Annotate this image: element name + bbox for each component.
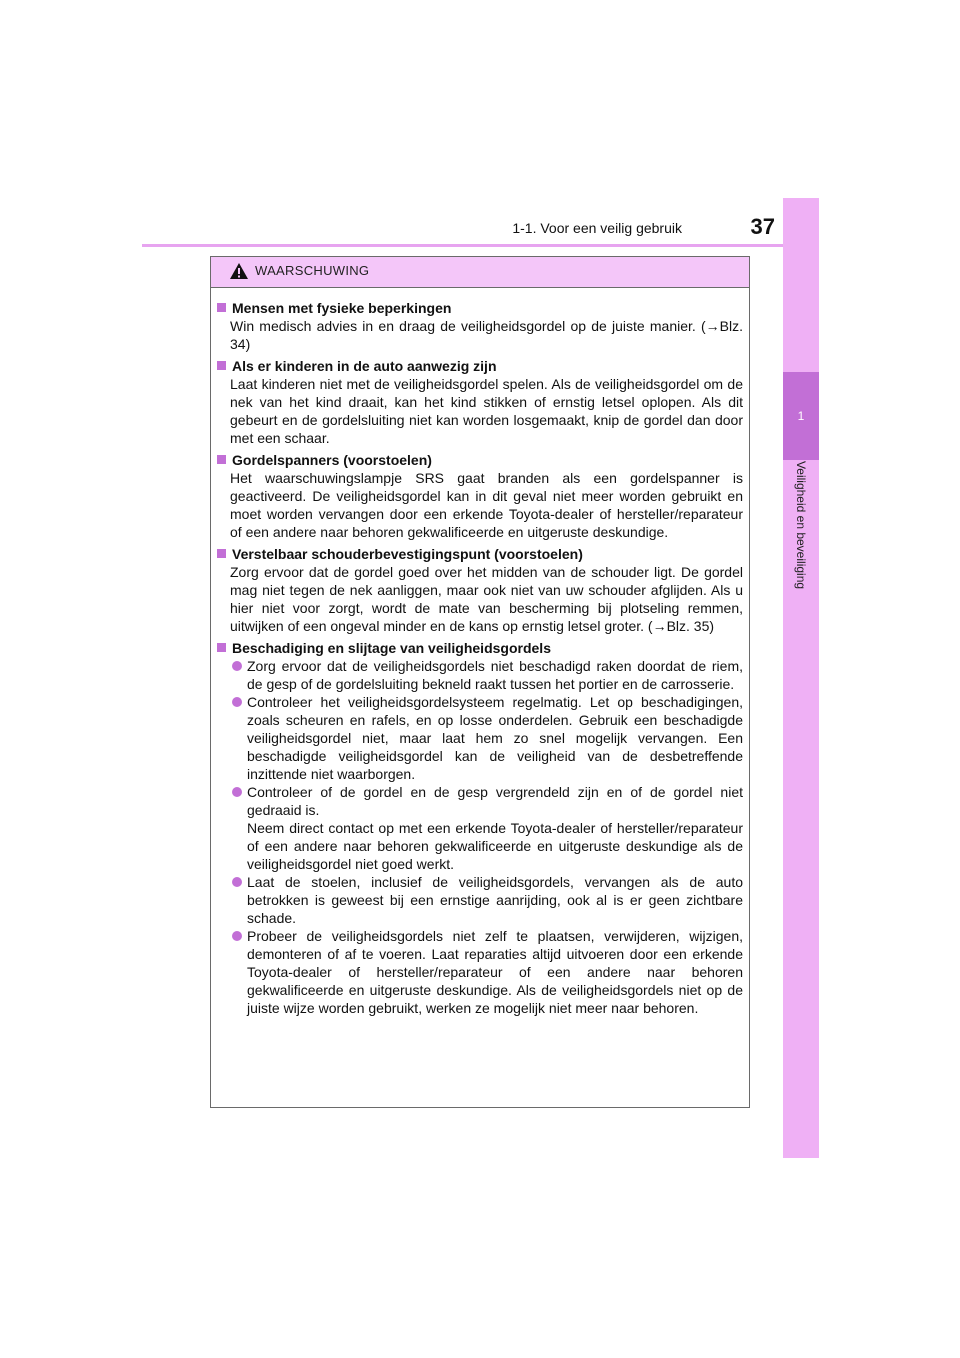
- bullet-text: Probeer de veiligheidsgordels niet zelf te plaatsen, verwijderen, wijzigen, demonteren of af te voeren. Laat reparaties altijd uitvoeren door een erkende Toyota-dealer of hersteller/reparateur of een andere naar behoren gekwalificeerde en uitgeruste deskundige. Als de veiligheidsgordels niet op de juiste wijze worden gebruikt, werken ze mogelijk niet meer naar behoren.: [247, 928, 743, 1016]
- chapter-side-tab: [783, 198, 819, 1158]
- item-heading: Beschadiging en slijtage van veiligheidsgordels: [232, 640, 551, 656]
- chapter-number: 1: [797, 409, 805, 423]
- warning-box: [210, 256, 750, 1108]
- item-text: Win medisch advies in en draag de veiligheidsgordel op de juiste manier. (→Blz. 34): [230, 318, 743, 352]
- warning-body: [217, 299, 743, 1021]
- list-item: [217, 783, 743, 819]
- list-item: [217, 657, 743, 693]
- item-text: Laat kinderen niet met de veiligheidsgordel spelen. Als de veiligheidsgordel om de nek van het kind draait, kan het kind stikken of ernstig letsel oplopen. Als dit gebeurt en de gordelsluiting niet kan worden losgemaakt, knip de gordel dan door met een schaar.: [230, 376, 743, 446]
- item-text: Zorg ervoor dat de gordel goed over het midden van de schouder ligt. De gordel mag niet tegen de nek aanliggen, maar ook niet van uw schouder afglijden. Als u hier niet voor zorgt, wordt de mate van bescherming bij plotseling remmen, uitwijken of een ongeval minder en de kans op ernstig letsel groter. (→Blz. 35): [230, 564, 743, 634]
- round-bullet-icon: [232, 697, 242, 707]
- warning-item: [217, 357, 743, 447]
- square-bullet-icon: [217, 643, 226, 652]
- round-bullet-icon: [232, 787, 242, 797]
- square-bullet-icon: [217, 549, 226, 558]
- chapter-title: Veiligheid en beveiliging: [794, 460, 808, 590]
- item-heading: Als er kinderen in de auto aanwezig zijn: [232, 358, 497, 374]
- list-item: [217, 873, 743, 927]
- square-bullet-icon: [217, 361, 226, 370]
- square-bullet-icon: [217, 455, 226, 464]
- page-number: 37: [750, 214, 775, 239]
- list-item: [217, 693, 743, 783]
- list-item: [217, 927, 743, 1017]
- section-title: 1-1. Voor een veilig gebruik: [512, 220, 682, 236]
- bullet-text: Controleer of de gordel en de gesp vergrendeld zijn en of de gordel niet gedraaid is.: [247, 784, 743, 818]
- item-heading: Mensen met fysieke beperkingen: [232, 300, 452, 316]
- warning-triangle-icon: [229, 262, 249, 280]
- item-text: Het waarschuwingslampje SRS gaat branden als een gordelspanner is geactiveerd. De veiligheidsgordel kan in dit geval niet meer worden gebruikt en moet worden vervangen door een erkende Toyota-dealer of hersteller/reparateur of een andere naar behoren gekwalificeerde en uitgeruste deskundige.: [230, 470, 743, 540]
- warning-item-damage: [217, 639, 743, 1017]
- round-bullet-icon: [232, 931, 242, 941]
- warning-item: [217, 545, 743, 635]
- warning-header: [211, 257, 749, 288]
- list-item-continuation: Neem direct contact op met een erkende Toyota-dealer of hersteller/reparateur of een andere naar behoren gekwalificeerde en uitgeruste deskundige als de veiligheidsgordel niet goed werkt.: [247, 820, 743, 872]
- bullet-text: Laat de stoelen, inclusief de veiligheidsgordels, vervangen als de auto betrokken is geweest bij een ernstige aanrijding, ook al is er geen zichtbare schade.: [247, 874, 743, 926]
- chapter-number-tab: [783, 372, 819, 460]
- warning-item: [217, 451, 743, 541]
- item-heading: Verstelbaar schouderbevestigingspunt (voorstoelen): [232, 546, 583, 562]
- warning-item: [217, 299, 743, 353]
- bullet-text: Zorg ervoor dat de veiligheidsgordels niet beschadigd raken doordat de riem, de gesp of de gordelsluiting bekneld raakt tussen het portier en de carrosserie.: [247, 658, 743, 692]
- square-bullet-icon: [217, 303, 226, 312]
- round-bullet-icon: [232, 661, 242, 671]
- warning-title: WAARSCHUWING: [255, 263, 370, 278]
- item-heading: Gordelspanners (voorstoelen): [232, 452, 432, 468]
- header-divider: [142, 244, 819, 247]
- round-bullet-icon: [232, 877, 242, 887]
- bullet-text: Controleer het veiligheidsgordelsysteem regelmatig. Let op beschadigingen, zoals scheuren en rafels, en op losse onderdelen. Gebruik een beschadigde veiligheidsgordel niet, maar laat hem zo snel mogelijk vervangen. Een beschadigde veiligheidsgordel kan de veiligheid van de desbetreffende inzittende niet waarborgen.: [247, 694, 743, 782]
